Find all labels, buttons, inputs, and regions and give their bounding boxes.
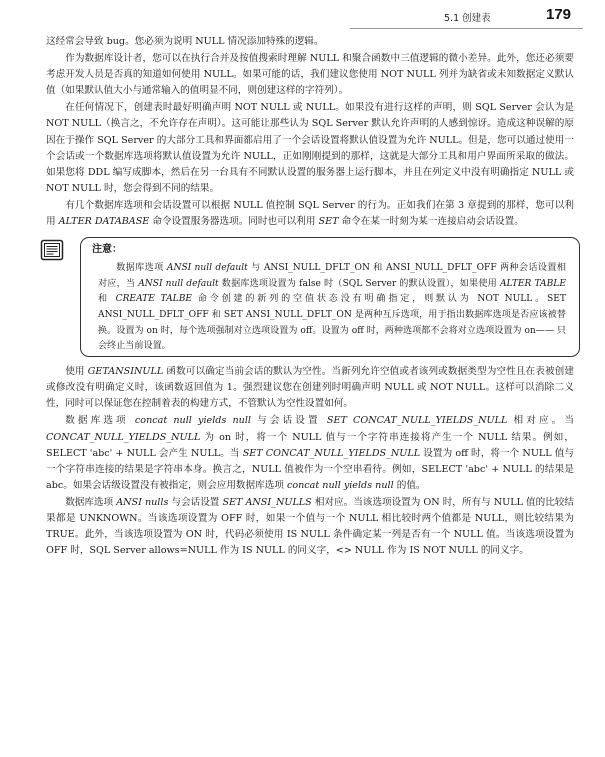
page-body (46, 34, 574, 559)
keyword-alter-database: ALTER DATABASE (58, 216, 150, 228)
note-callout (46, 237, 574, 357)
paragraph-intro: 这经常会导致 bug。您必须为说明 NULL 情况添加特殊的逻辑。 (46, 36, 324, 47)
note-document-icon (40, 239, 64, 261)
body-after-note (46, 364, 574, 559)
paragraph-getansinull: 使用 GETANSINULL 函数可以确定当前会话的默认为空性。当新列允许空值或者该列或数据类型为空性且在表被创建或修改没有明确定义时，该函数返回值为 1。强烈建议您在创建列时明确声明 NULL 或 NOT NULL。这样可以消除二义性，同时可以保证您在控制着表的构建方式，不管默认为空性设置如何。 (46, 366, 574, 410)
page-number: 179 (546, 6, 572, 23)
paragraph-ansi-nulls: 数据库选项 ANSI nulls 与会话设置 SET ANSI_NULLS 相对应。当该选项设置为 ON 时，所有与 NULL 值的比较结果都是 UNKNOWN。当该选项设置为 OFF 时，如果一个值与一个 NULL 相比较时两个值都是 NULL，则比较结果为 TRUE。此外，当该选项设置为 ON 时，代码必须使用 IS NULL 条件确定某一列是否有一个 NULL 值。当该选项设置为 OFF 时，SQL Server allows=NULL 作为 IS NULL 的同义字，<> NULL 作为 IS NOT NULL 的同义字。 (46, 496, 574, 557)
note-title: 注意： (92, 244, 122, 256)
paragraph-declare-null: 在任何情况下，创建表时最好明确声明 NOT NULL 或 NULL。如果没有进行这样的声明，则 SQL Server 会认为是 NOT NULL（换言之，不允许存在声明）。这可能让那些认为 SQL Server 默认允许声明的人感到惊讶。造成这种误解的原因在于操作 SQL Server 的大部分工具和界面都启用了一个会话设置将默认值设置为允许 NULL。但是，您可以通过使用一个会话或一个数据库选项将默认值设置为允许 NULL，正如刚刚提到的那样，这就是大部分工具和用户界面所采取的做法。如果您将 DDL 编写成脚本，然后在另一台具有不同默认设置的服务器上运行脚本，并且在列定义中没有明确指定 NULL 或 NOT NULL 时，您会得到不同的结果。 (46, 102, 574, 194)
page-header (0, 6, 605, 26)
paragraph-concat-null: 数据库选项 concat null yields null 与会话设置 SET CONCAT_NULL_YIELDS_NULL 相对应。当 CONCAT_NULL_YIELDS_NULL 为 on 时，将一个 NULL 值与一个字符串连接将产生一个 NULL 结果。例如，SELECT 'abc' + NULL 会产生 NULL。当 SET CONCAT_NULL_YIELDS_NULL 设置为 off 时，将一个 NULL 值与一个字符串连接的结果是字符串本身。换言之，NULL 值被作为一个空串看待。例如，SELECT 'abc' + NULL 的结果是 abc。如果会话级设置没有被指定，则会应用数据库选项 concat null yields null 的值。 (46, 415, 575, 491)
keyword-set: SET (318, 216, 339, 228)
paragraph-options: 有几个数据库选项和会话设置可以根据 NULL 值控制 SQL Server 的行为。正如我们在第 3 章提到的那样，您可以利用 ALTER DATABASE 命令设置服务器选项。同时也可以利用 SET 命令在某一时刻为某一连接启动会话设置。 (46, 199, 574, 228)
paragraph-designer: 作为数据库设计者，您可以在执行合并及按值搜索时理解 NULL 和聚合函数中三值逻辑的微小差异。此外，您还必须要考虑开发人员是否真的知道如何使用 NULL。如果可能的话，我们建议您使用 NOT NULL 列并为缺省或未知数据定义默认值（如果默认值大小与通常输入的值明显不同，则创建这样的字符列）。 (46, 53, 574, 97)
keyword-getansinull: GETANSINULL (87, 366, 164, 378)
header-rule (350, 28, 583, 29)
note-text: 数据库选项 ANSI null default 与 ANSI_NULL_DFLT_ON 和 ANSI_NULL_DFLT_OFF 两种会话设置相对应，当 ANSI null default 数据库选项设置为 false 时（SQL Server 的默认设置），如果使用 ALTER TABLE 和 CREATE TALBE 命令创建的新列的空值状态没有明确指定，则默认为 NOT NULL。SET ANSI_NULL_DFLT_OFF 和 SET ANSI_NULL_DFLT_ON 是两种互斥选项，用于指出数据库选项是否应该被替换。设置为 on 时，每个选项强制对立选项设置为 off。设置为 off 时，两种选项都不会将对立选项设置为 on—— 只会终止当前设置。 (98, 263, 566, 352)
section-title: 5.1 创建表 (444, 13, 491, 24)
